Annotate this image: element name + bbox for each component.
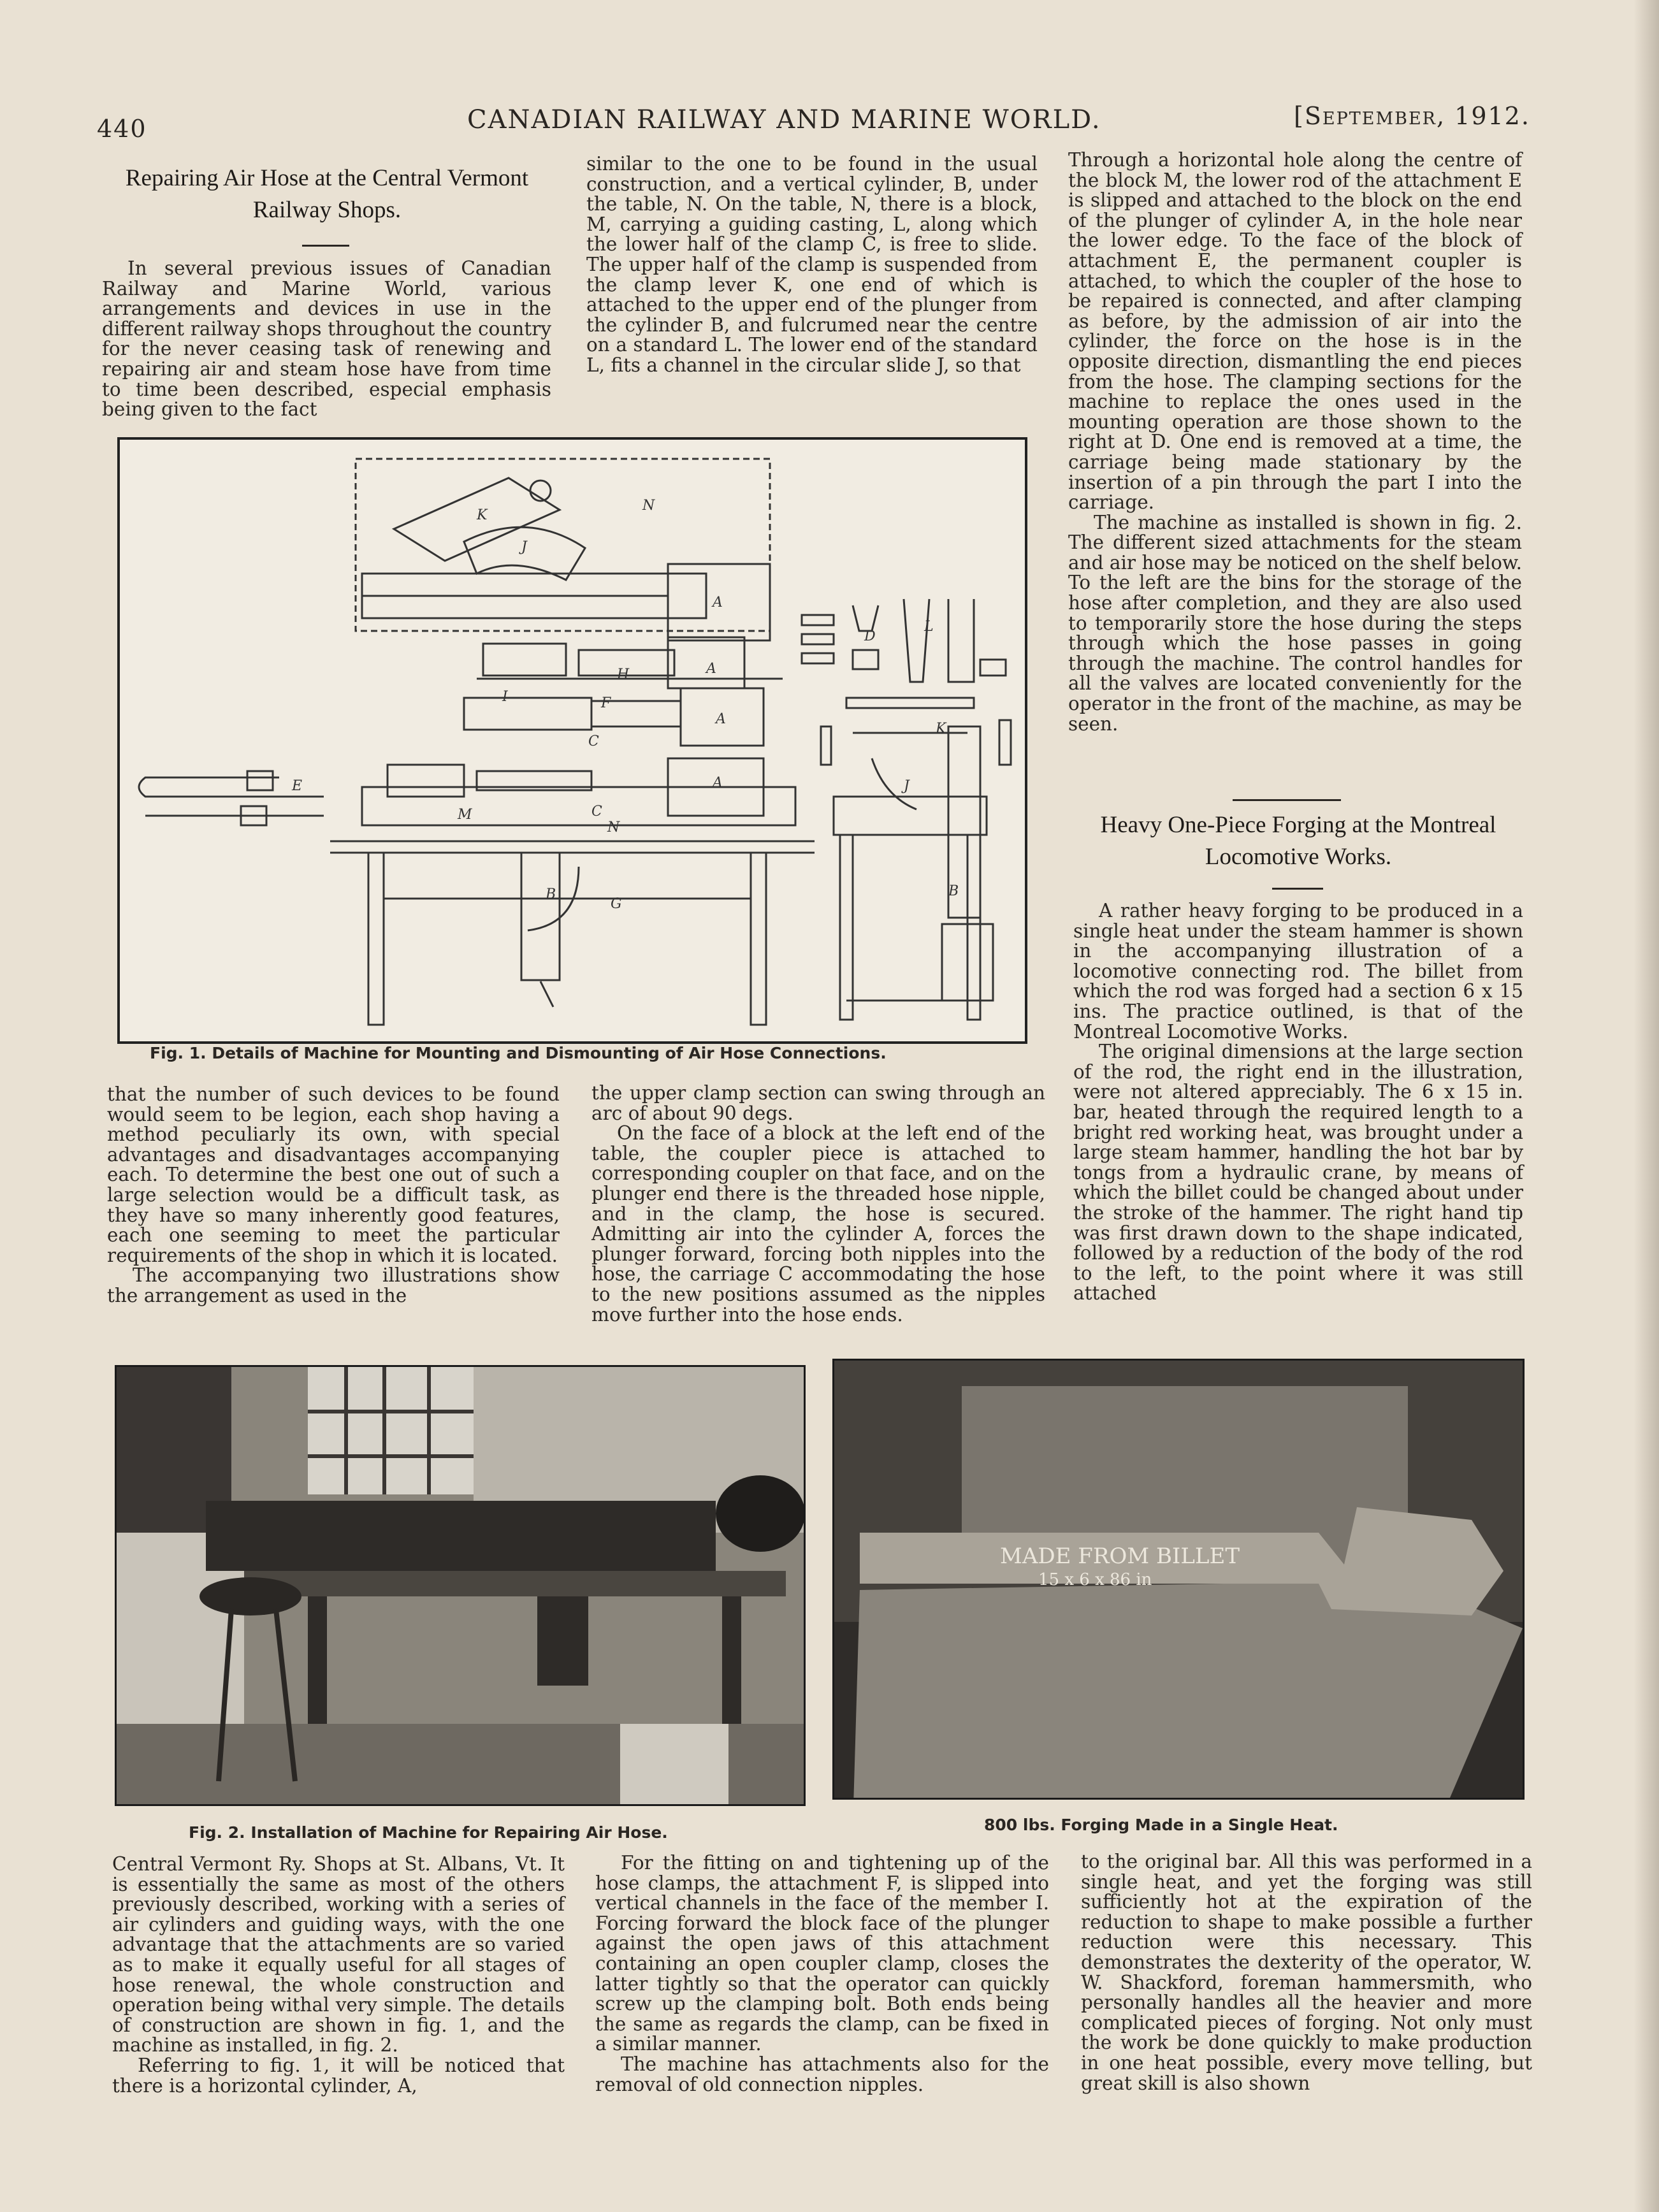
paragraph: the upper clamp section can swing through an arc of about 90 degs. — [591, 1082, 1045, 1124]
paragraph: The accompanying two illustrations show the arrangement as used in the — [107, 1264, 560, 1306]
article-column-3-top — [1068, 150, 1522, 734]
paragraph: A rather heavy forging to be produced in a single heat under the steam hammer is shown in the accompanying illustration of a locomotive connecting rod. The billet from which the rod was forged had a section 6 x 15 ins. The practice outlined, is that of the Montreal Locomotive Works. — [1073, 900, 1523, 1043]
journal-title: CANADIAN RAILWAY AND MARINE WORLD. — [467, 105, 1101, 134]
page-edge-shadow — [1634, 0, 1659, 2212]
forging-inscription-2: 15 x 6 x 86 in — [1038, 1570, 1152, 1589]
machine-diagram — [120, 440, 1025, 1041]
figure-2-photo — [115, 1365, 806, 1806]
label-k: K — [936, 721, 946, 737]
forging-photo — [834, 1361, 1523, 1798]
paragraph: In several previous issues of Canadian Railway and Marine World, various arrangements and devices in use in the different railway shops throughout the country for the never ceasing task of renewing and repairing air and steam hose have from time to time been described, especial emphasis being given to the fact — [102, 257, 551, 421]
paragraph: to the original bar. All this was performed in a single heat, and yet the forging was still sufficiently hot at the expiration of the reduction to shape to make possible a further reduction were this necessary. This demonstrates the dexterity of the operator, W. W. Shackford, foreman hammersmith, who personally handles all the heavier and more complicated pieces of forging. Not only must the work be done quickly to make production in one heat possible, every move telling, but great skill is also shown — [1081, 1851, 1532, 2094]
article-title-forging — [1066, 809, 1531, 873]
issue-date: [September, 1912. — [1294, 102, 1530, 130]
paragraph: Central Vermont Ry. Shops at St. Albans, Vt. It is essentially the same as most of the others previously described, working with a series of air cylinders and guiding ways, with the one advantage that the attachments are so varied as to make it equally useful for all stages of hose renewal, the whole construction and operation being withal very simple. The details of construction are shown in fig. 1, and the machine as installed, in fig. 2. — [112, 1853, 565, 2057]
label-h: H — [617, 667, 630, 683]
label-a: A — [713, 775, 723, 791]
label-k: K — [477, 507, 488, 523]
label-n: N — [642, 498, 655, 514]
article-title-line: Heavy One-Piece Forging at the Montreal — [1100, 812, 1496, 838]
figure-3-photo — [832, 1359, 1525, 1800]
label-g: G — [611, 896, 622, 912]
section-divider — [1233, 799, 1341, 801]
article-column-2-bottom — [595, 1853, 1049, 2095]
paragraph: The machine has attachments also for the removal of old connection nipples. — [595, 2053, 1049, 2095]
figure-1-drawing — [117, 437, 1027, 1044]
label-l: L — [924, 619, 934, 635]
article-column-2-top — [586, 154, 1038, 376]
article-column-1-bottom — [112, 1854, 565, 2096]
label-a: A — [713, 595, 723, 611]
article-column-3-bottom — [1081, 1852, 1532, 2093]
article-column-1-top — [102, 259, 551, 420]
title-rule — [1272, 888, 1323, 890]
figure-3-caption: 800 lbs. Forging Made in a Single Heat. — [984, 1816, 1338, 1834]
label-n: N — [607, 820, 620, 835]
figure-1-caption: Fig. 1. Details of Machine for Mounting and Dismounting of Air Hose Connections. — [150, 1044, 887, 1062]
forging-inscription-1: MADE FROM BILLET — [1000, 1543, 1240, 1569]
label-b: B — [948, 883, 959, 899]
article-title-line: Locomotive Works. — [1205, 844, 1392, 870]
article-column-3-mid — [1073, 901, 1523, 1304]
machine-installation-photo — [117, 1367, 804, 1804]
label-e: E — [292, 778, 303, 794]
figure-2-caption: Fig. 2. Installation of Machine for Repairing Air Hose. — [189, 1823, 668, 1842]
label-b: B — [546, 886, 556, 902]
paragraph: For the fitting on and tightening up of the hose clamps, the attachment F, is slipped into vertical channels in the face of the member I. Forcing forward the block face of the plunger against the open jaws of this attachment containing an open coupler clamp, closes the latter tightly so that the operator can quickly screw up the clamping bolt. Both ends being the same as regards the clamp, can be fixed in a similar manner. — [595, 1852, 1049, 2055]
label-i: I — [502, 689, 508, 705]
page-number: 440 — [97, 115, 147, 143]
article-title-line: Railway Shops. — [252, 197, 402, 223]
paragraph: The machine as installed is shown in fig. 2. The different sized attachments for the steam and air hose may be noticed on the shelf below. To the left are the bins for the storage of the hose after completion, and they are also used to temporarily store the hose during the steps through which the hose passes in going through the machine. The control handles for all the valves are located conveniently for the operator in the front of the machine, as may be seen. — [1068, 511, 1522, 735]
label-d: D — [864, 628, 876, 644]
paragraph: similar to the one to be found in the usual construction, and a vertical cylinder, B, under the table, N. On the table, N, there is a block, M, carrying a guiding casting, L, along which the lower half of the clamp C, is free to slide. The upper half of the clamp is suspended from the clamp lever K, one end of which is attached to the upper end of the plunger from the cylinder B, and fulcrumed near the centre on a standard L. The lower end of the standard L, fits a channel in the circular slide J, so that — [586, 153, 1038, 376]
label-c: C — [591, 804, 602, 820]
label-c: C — [588, 734, 599, 749]
label-m: M — [458, 807, 472, 823]
article-column-1-mid — [107, 1085, 560, 1306]
article-title-line: Repairing Air Hose at the Central Vermont — [125, 165, 529, 191]
paragraph: Through a horizontal hole along the centre of the block M, the lower rod of the attachment E is slipped and attached to the block on the end of the plunger of cylinder A, in the hole near the lower edge. To the face of the block of attachment E, the permanent coupler is attached, to which the coupler of the hose to be repaired is connected, and after clamping as before, by the admission of air into the cylinder, the force on the hose is in the opposite direction, dismantling the end pieces from the hose. The clamping sections for the machine to replace the ones used in the mounting operation are those shown to the right at D. One end is removed at a time, the carriage being made stationary by the insertion of a pin through the part I into the carriage. — [1068, 149, 1522, 514]
label-j: J — [521, 539, 527, 555]
title-rule — [302, 245, 349, 247]
paragraph: Referring to fig. 1, it will be noticed that there is a horizontal cylinder, A, — [112, 2054, 565, 2097]
label-j: J — [904, 778, 909, 794]
paragraph: On the face of a block at the left end of the table, the coupler piece is attached to corresponding coupler on that face, and on the plunger end there is the threaded hose nipple, and in the clamp, the hose is secured. Admitting air into the cylinder A, forces the plunger forward, forcing both nipples into the hose, the carriage C accommodating the hose to the new positions assumed as the nipples move further into the hose ends. — [591, 1122, 1045, 1326]
label-a: A — [706, 661, 716, 677]
paragraph: The original dimensions at the large section of the rod, the right end in the illustration, were not altered appreciably. The 6 x 15 in. bar, heated through the required length to a bright red working heat, was brought under a large steam hammer, handling the hot bar by tongs from a hydraulic crane, by means of which the billet could be changed about under the stroke of the hammer. The right hand tip was first drawn down to the shape indicated, followed by a reduction of the body of the rod to the left, to the point where it was still attached — [1073, 1041, 1523, 1305]
paragraph: that the number of such devices to be found would seem to be legion, each shop having a method peculiarly its own, with special advantages and disadvantages accompanying each. To determine the best one out of such a large selection would be a difficult task, as they have so many inherently good features, each one seeming to meet the particular requirements of the shop in which it is located. — [107, 1083, 560, 1266]
label-a: A — [716, 711, 726, 727]
article-title-air-hose — [94, 163, 560, 226]
label-f: F — [601, 695, 611, 711]
article-column-2-mid — [591, 1083, 1045, 1325]
